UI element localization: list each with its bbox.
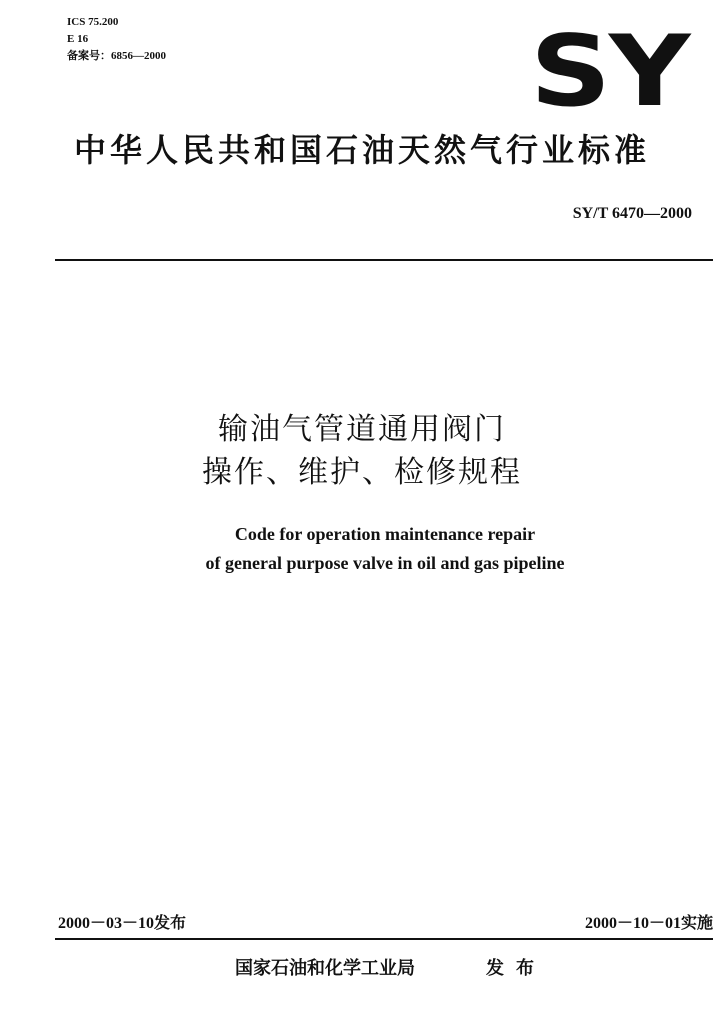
chinese-title-line-2: 操作、维护、检修规程 — [202, 455, 522, 490]
classification-code: E 16 — [67, 33, 89, 45]
standard-category: 中华人民共和国石油天然气行业标准 — [73, 131, 650, 169]
release-date: 2000－03－10发布 — [58, 915, 187, 932]
english-title-line-2: of general purpose valve in oil and gas pipeline — [205, 553, 565, 573]
chinese-title-line-1: 输油气管道通用阀门 — [218, 412, 506, 447]
implementation-date: 2000－10－01实施 — [584, 915, 713, 932]
english-title — [0, 520, 724, 578]
chinese-title — [0, 408, 724, 494]
ics-code: ICS 75.200 — [67, 16, 119, 28]
record-number: 备案号：6856—2000 — [67, 50, 166, 62]
english-title-line-1: Code for operation maintenance repair — [234, 524, 536, 544]
issuing-authority: 国家石油和化学工业局 — [235, 958, 415, 979]
issue-label: 发布 — [486, 958, 546, 979]
sy-logo: SY — [530, 15, 689, 129]
top-divider — [55, 259, 713, 261]
header-meta — [67, 14, 166, 65]
bottom-divider — [55, 938, 713, 940]
standard-number: SY/T 6470—2000 — [572, 205, 692, 222]
